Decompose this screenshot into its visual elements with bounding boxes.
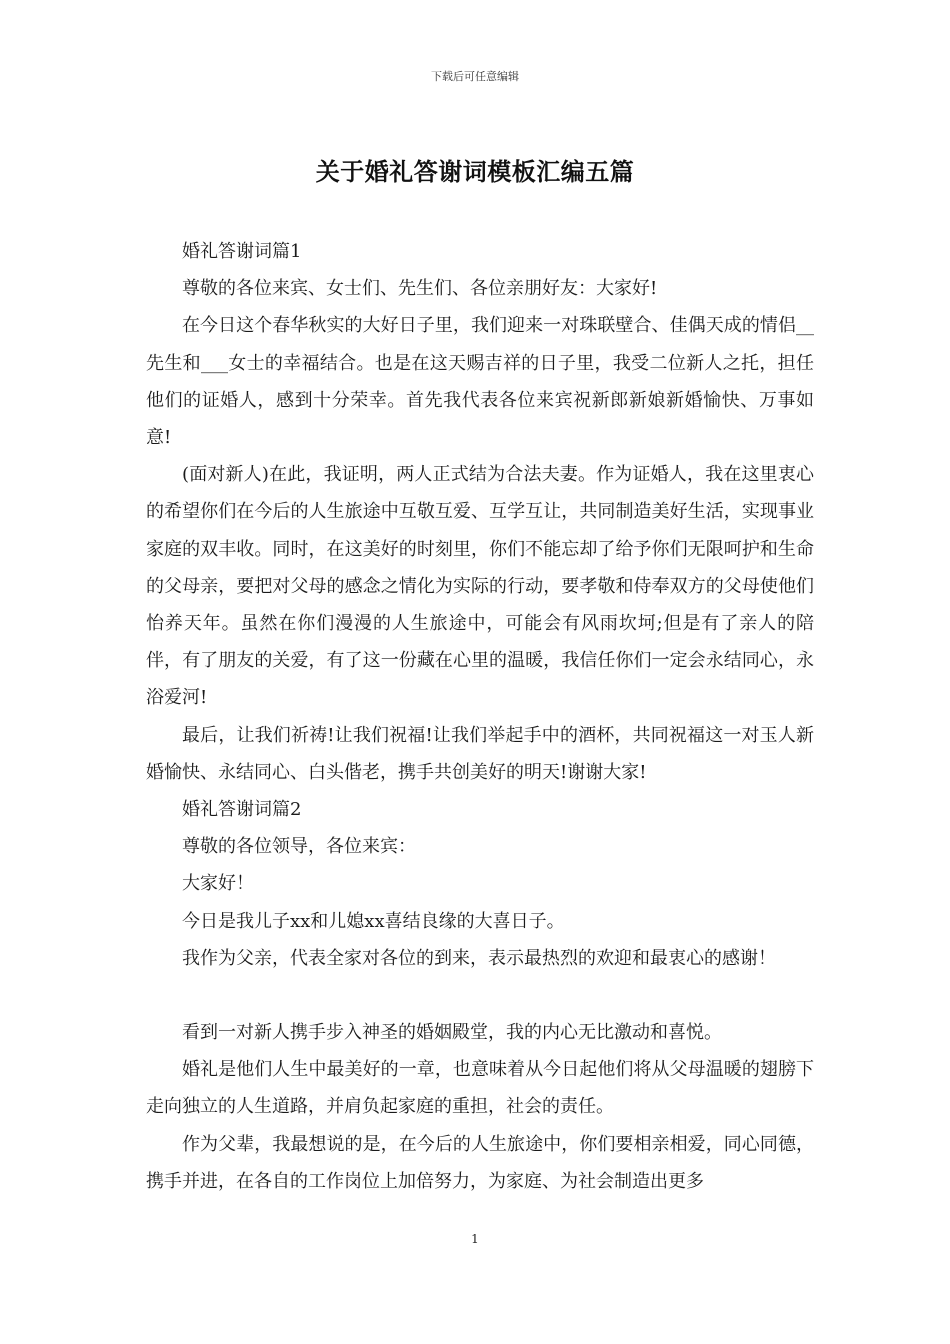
paragraph: (面对新人)在此，我证明，两人正式结为合法夫妻。作为证婚人，我在这里衷心的希望你们在今后的人生旅途中互敬互爱、互学互让，共同制造美好生活，实现事业家庭的双丰收。同时，在这美好的时刻里，你们不能忘却了给予你们无限呵护和生命的父母亲，要把对父母的感念之情化为实际的行动，要孝敬和侍奉双方的父母使他们怡养天年。虽然在你们漫漫的人生旅途中，可能会有风雨坎坷;但是有了亲人的陪伴，有了朋友的关爱，有了这一份藏在心里的温暖，我信任你们一定会永结同心，永浴爱河!	[146, 464, 814, 709]
paragraph: 作为父辈，我最想说的是，在今后的人生旅途中，你们要相亲相爱，同心同德，携手并进，在各自的工作岗位上加倍努力，为家庭、为社会制造出更多	[146, 1133, 814, 1192]
paragraph: 在今日这个春华秋实的大好日子里，我们迎来一对珠联壁合、佳偶天成的情侣__先生和___女士的幸福结合。也是在这天赐吉祥的日子里，我受二位新人之托，担任他们的证婚人，感到十分荣幸。首先我代表各位来宾祝新郎新娘新婚愉快、万事如意!	[146, 315, 814, 449]
section-heading-2: 婚礼答谢词篇2	[182, 799, 302, 821]
paragraph: 今日是我儿子xx和儿媳xx喜结良缘的大喜日子。	[182, 910, 565, 932]
paragraph: 大家好！	[182, 873, 254, 895]
header-note: 下载后可任意编辑	[431, 70, 519, 83]
document-title: 关于婚礼答谢词模板汇编五篇	[315, 157, 635, 186]
paragraph: 最后，让我们祈祷!让我们祝福!让我们举起手中的酒杯，共同祝福这一对玉人新婚愉快、永结同心、白头偕老，携手共创美好的明天!谢谢大家!	[146, 724, 814, 783]
blank-line	[146, 977, 814, 1014]
paragraph: 尊敬的各位来宾、女士们、先生们、各位亲朋好友：大家好!	[182, 278, 658, 300]
paragraph: 我作为父亲，代表全家对各位的到来，表示最热烈的欢迎和最衷心的感谢！	[182, 947, 776, 969]
paragraph: 尊敬的各位领导，各位来宾：	[182, 836, 416, 858]
paragraph: 婚礼是他们人生中最美好的一章，也意味着从今日起他们将从父母温暖的翅膀下走向独立的人生道路，并肩负起家庭的重担，社会的责任。	[146, 1059, 814, 1118]
section-heading-1: 婚礼答谢词篇1	[182, 241, 302, 262]
paragraph: 看到一对新人携手步入神圣的婚姻殿堂，我的内心无比激动和喜悦。	[182, 1022, 722, 1044]
document-body	[146, 233, 814, 1200]
page-number: 1	[471, 1232, 479, 1246]
